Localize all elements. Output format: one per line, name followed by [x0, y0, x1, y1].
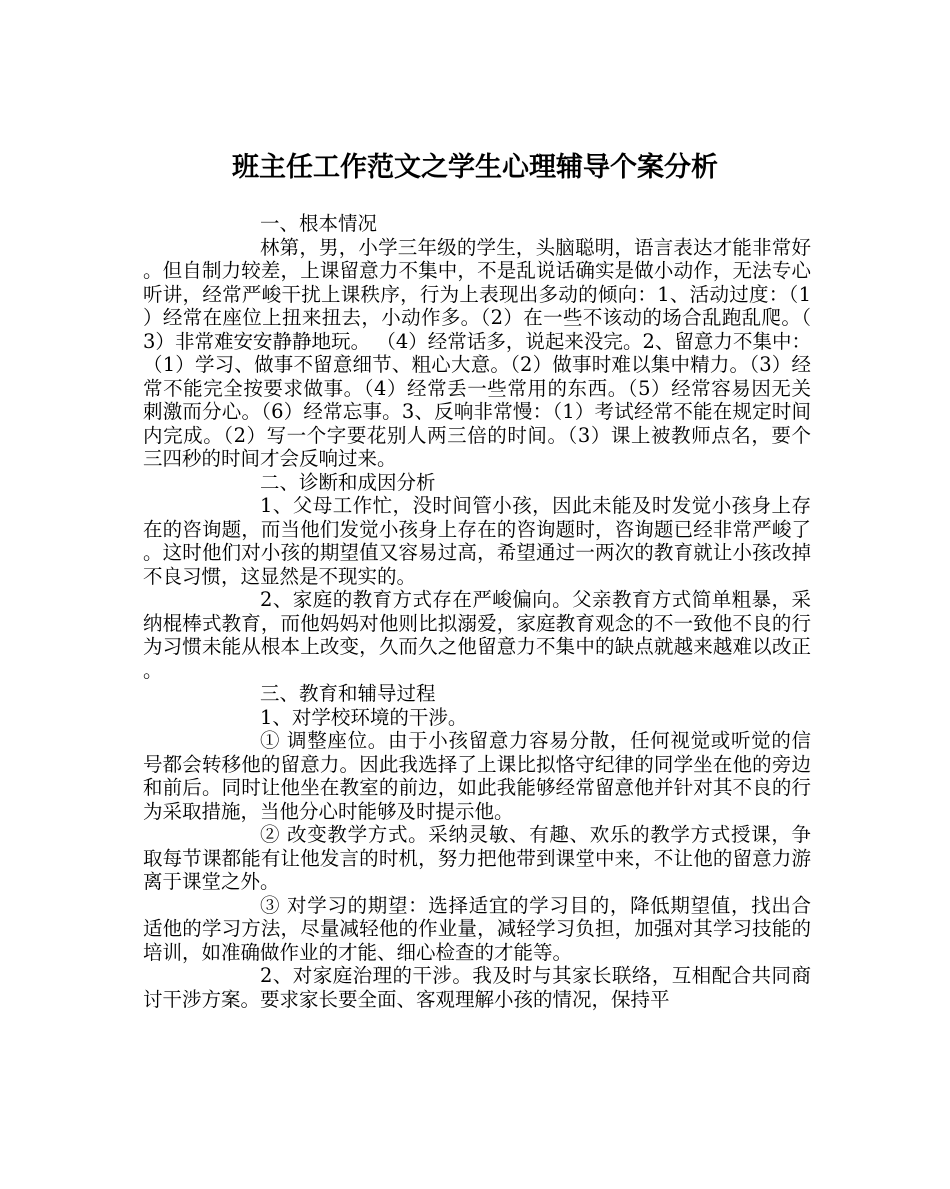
paragraph-student-description: 林第，男，小学三年级的学生，头脑聪明，语言表达才能非常好。但自制力较差，上课留意力不集中，不是乱说话确实是做小动作，无法专心听讲，经常严峻干扰上课秩序，行为上表现出多动的倾向：1、活动过度：（1）经常在座位上扭来扭去，小动作多。（2）在一些不该动的场合乱跑乱爬。（3）非常难安安静静地玩。 （4）经常话多，说起来没完。2、留意力不集中：（1）学习、做事不留意细节、粗心大意。（2）做事时难以集中精力。（3）经常不能完全按要求做事。（4）经常丢一些常用的东西。（5）经常容易因无关刺激而分心。（6）经常忘事。3、反响非常慢：（1）考试经常不能在规定时间内完成。（2）写一个字要花别人两三倍的时间。（3）课上被教师点名，要个三四秒的时间才会反响过来。 — [143, 235, 811, 470]
subheading-school-intervention: 1、对学校环境的干涉。 — [260, 705, 468, 729]
paragraph-family-intervention: 2、对家庭治理的干涉。我及时与其家长联络，互相配合共同商讨干涉方案。要求家长要全面、客观理解小孩的情况，保持平 — [143, 964, 811, 1011]
paragraph-cause-family-education: 2、家庭的教育方式存在严峻偏向。父亲教育方式简单粗暴，采纳棍棒式教育，而他妈妈对他则比拟溺爱，家庭教育观念的不一致他不良的行为习惯未能从根本上改变，久而久之他留意力不集中的缺点就越来越难以改正。 — [143, 588, 811, 682]
document-title: 班主任工作范文之学生心理辅导个案分析 — [232, 152, 718, 184]
paragraph-adjust-seat: ① 调整座位。由于小孩留意力容易分散，任何视觉或听觉的信号都会转移他的留意力。因此我选择了上课比拟恪守纪律的同学坐在他的旁边和前后。同时让他坐在教室的前边，如此我能够经常留意他并针对其不良的行为采取措施，当他分心时能够及时提示他。 — [143, 729, 811, 823]
document-body — [143, 212, 811, 1011]
section-heading-education-process: 三、教育和辅导过程 — [260, 682, 436, 705]
section-heading-basic-situation: 一、根本情况 — [260, 212, 378, 235]
section-heading-diagnosis: 二、诊断和成因分析 — [260, 470, 436, 494]
paragraph-teaching-method: ② 改变教学方式。采纳灵敏、有趣、欢乐的教学方式授课，争取每节课都能有让他发言的时机，努力把他带到课堂中来，不让他的留意力游离于课堂之外。 — [143, 823, 811, 893]
paragraph-cause-parents-busy: 1、父母工作忙，没时间管小孩，因此未能及时发觉小孩身上存在的咨询题，而当他们发觉小孩身上存在的咨询题时，咨询题已经非常严峻了。这时他们对小孩的期望值又容易过高，希望通过一两次的教育就让小孩改掉不良习惯，这显然是不现实的。 — [143, 494, 811, 588]
paragraph-learning-expectation: ③ 对学习的期望：选择适宜的学习目的，降低期望值，找出合适他的学习方法，尽量减轻他的作业量，减轻学习负担，加强对其学习技能的培训，如准确做作业的才能、细心检查的才能等。 — [143, 893, 811, 964]
